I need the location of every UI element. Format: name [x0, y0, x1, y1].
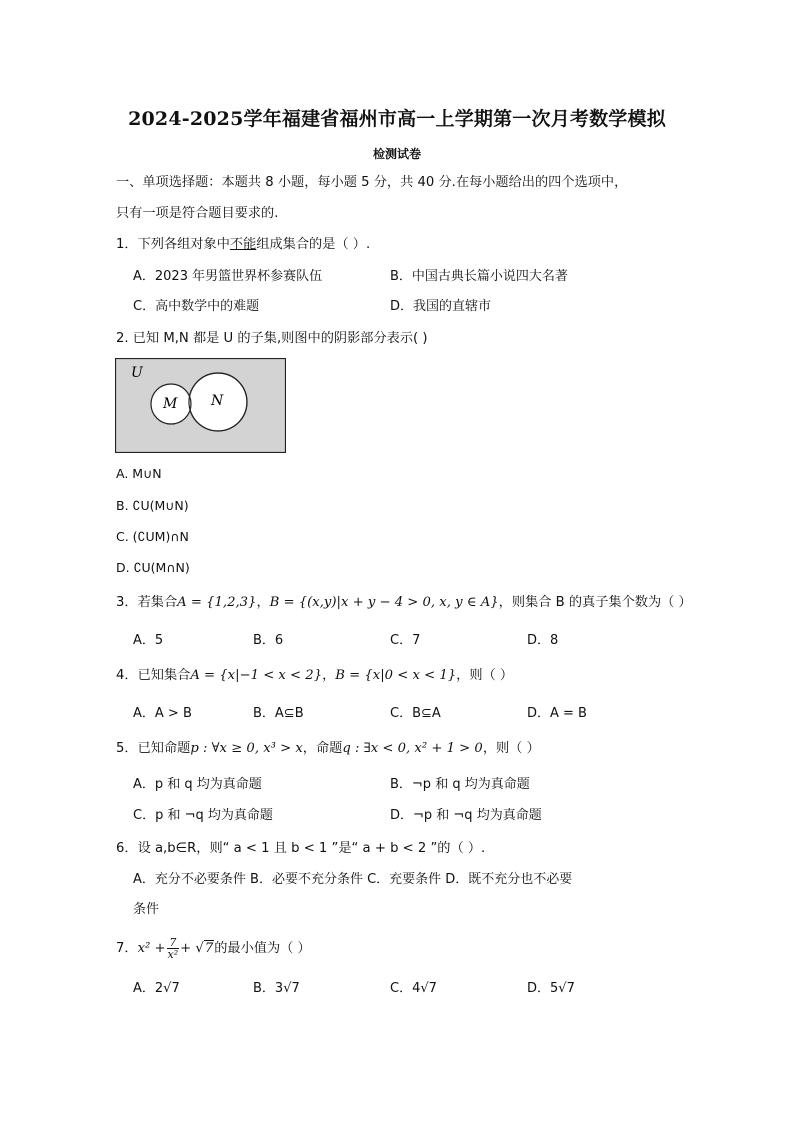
q7-option-b: B．3√7: [253, 981, 300, 996]
venn-label-m: M: [163, 396, 178, 412]
q1-stem-post: 组成集合的是（ ）.: [256, 237, 371, 252]
q6-stem: 6．设 a,b∈R，则“ a < 1 且 b < 1 ”是“ a + b < 2 ”的（ ）.: [116, 841, 486, 856]
q6-options-wrap: 条件: [133, 902, 160, 917]
q5-stem: [116, 740, 540, 758]
q4-option-b: B．A⊆B: [253, 706, 304, 721]
q2-option-b: B. ∁U(M∪N): [116, 498, 189, 513]
q5-option-a: A．p 和 q 均为真命题: [133, 777, 262, 792]
q1-stem-underlined: 不能: [229, 237, 257, 252]
venn-label-u: U: [131, 365, 143, 381]
q4-stem: [116, 667, 513, 685]
q3-stem-pre: 3．若集合: [116, 595, 178, 610]
q4-stem-post: ，则（ ）: [456, 668, 514, 683]
q1-option-c: C．高中数学中的难题: [133, 299, 260, 314]
q4-stem-mid: ，: [322, 668, 336, 683]
exam-title: 2024-2025学年福建省福州市高一上学期第一次月考数学模拟: [128, 108, 666, 130]
q7-stem: [116, 936, 311, 962]
q4-stem-pre: 4．已知集合: [116, 668, 191, 683]
q2-option-d: D. ∁U(M∩N): [116, 560, 190, 575]
section-heading-line2: 只有一项是符合题目要求的.: [116, 206, 279, 221]
venn-label-n: N: [211, 393, 224, 409]
q5-proposition-p: p : ∀x ≥ 0, x³ > x: [190, 741, 303, 756]
exam-subtitle: 检测试卷: [372, 147, 421, 161]
q7-stem-post: 的最小值为（ ）: [214, 941, 311, 956]
q4-option-a: A．A > B: [133, 706, 192, 721]
section-heading-line1: 一、单项选择题：本题共 8 小题，每小题 5 分，共 40 分.在每小题给出的四个选项中，: [116, 175, 628, 190]
q7-expr-b: + √: [180, 941, 204, 956]
q1-stem-pre: 1．下列各组对象中: [116, 237, 230, 252]
q3-stem-mid: ，: [256, 595, 270, 610]
q7-fraction-numerator: 7: [167, 937, 180, 949]
q5-proposition-q: q : ∃x < 0, x² + 1 > 0: [342, 741, 483, 756]
q1-option-a: A．2023 年男篮世界杯参赛队伍: [133, 269, 323, 284]
q3-stem-post: ，则集合 B 的真子集个数为（ ）: [498, 595, 692, 610]
q6-options: A．充分不必要条件 B．必要不充分条件 C．充要条件 D．既不充分也不必要: [133, 872, 573, 887]
q1-option-b: B．中国古典长篇小说四大名著: [390, 269, 568, 284]
q3-option-d: D．8: [527, 633, 559, 648]
q3-option-b: B．6: [253, 633, 284, 648]
q5-stem-pre: 5．已知命题: [116, 741, 191, 756]
q3-stem: [116, 594, 692, 612]
q4-option-d: D．A = B: [527, 706, 587, 721]
q5-stem-mid: ，命题: [302, 741, 343, 756]
q2-option-a: A. M∪N: [116, 466, 162, 481]
q2-option-c: C. (∁UM)∩N: [116, 529, 189, 544]
q7-fraction: [167, 937, 180, 960]
q1-stem: [116, 236, 370, 254]
q2-stem: 2. 已知 M,N 都是 U 的子集,则图中的阴影部分表示( ): [116, 331, 428, 346]
q7-option-a: A．2√7: [133, 981, 180, 996]
q7-expr-a: x² +: [137, 941, 166, 956]
q5-option-c: C．p 和 ¬q 均为真命题: [133, 808, 273, 823]
q3-set-a: A = {1,2,3}: [177, 595, 257, 610]
q5-option-b: B．¬p 和 q 均为真命题: [390, 777, 530, 792]
q7-option-d: D．5√7: [527, 981, 575, 996]
q1-option-d: D．我国的直辖市: [390, 299, 492, 314]
q3-option-c: C．7: [390, 633, 421, 648]
q5-option-d: D．¬p 和 ¬q 均为真命题: [390, 808, 542, 823]
q7-number: 7．: [116, 941, 138, 956]
q5-stem-post: ，则（ ）: [482, 741, 540, 756]
venn-diagram: [115, 358, 286, 453]
q4-option-c: C．B⊆A: [390, 706, 441, 721]
q4-set-a: A = {x|−1 < x < 2}: [190, 668, 323, 683]
q3-option-a: A．5: [133, 633, 164, 648]
q7-fraction-denominator: x²: [167, 947, 179, 961]
q7-option-c: C．4√7: [390, 981, 437, 996]
q4-set-b: B = {x|0 < x < 1}: [335, 668, 457, 683]
q3-set-b: B = {(x,y)|x + y − 4 > 0, x, y ∈ A}: [269, 595, 499, 610]
q7-root: 7: [204, 941, 214, 956]
